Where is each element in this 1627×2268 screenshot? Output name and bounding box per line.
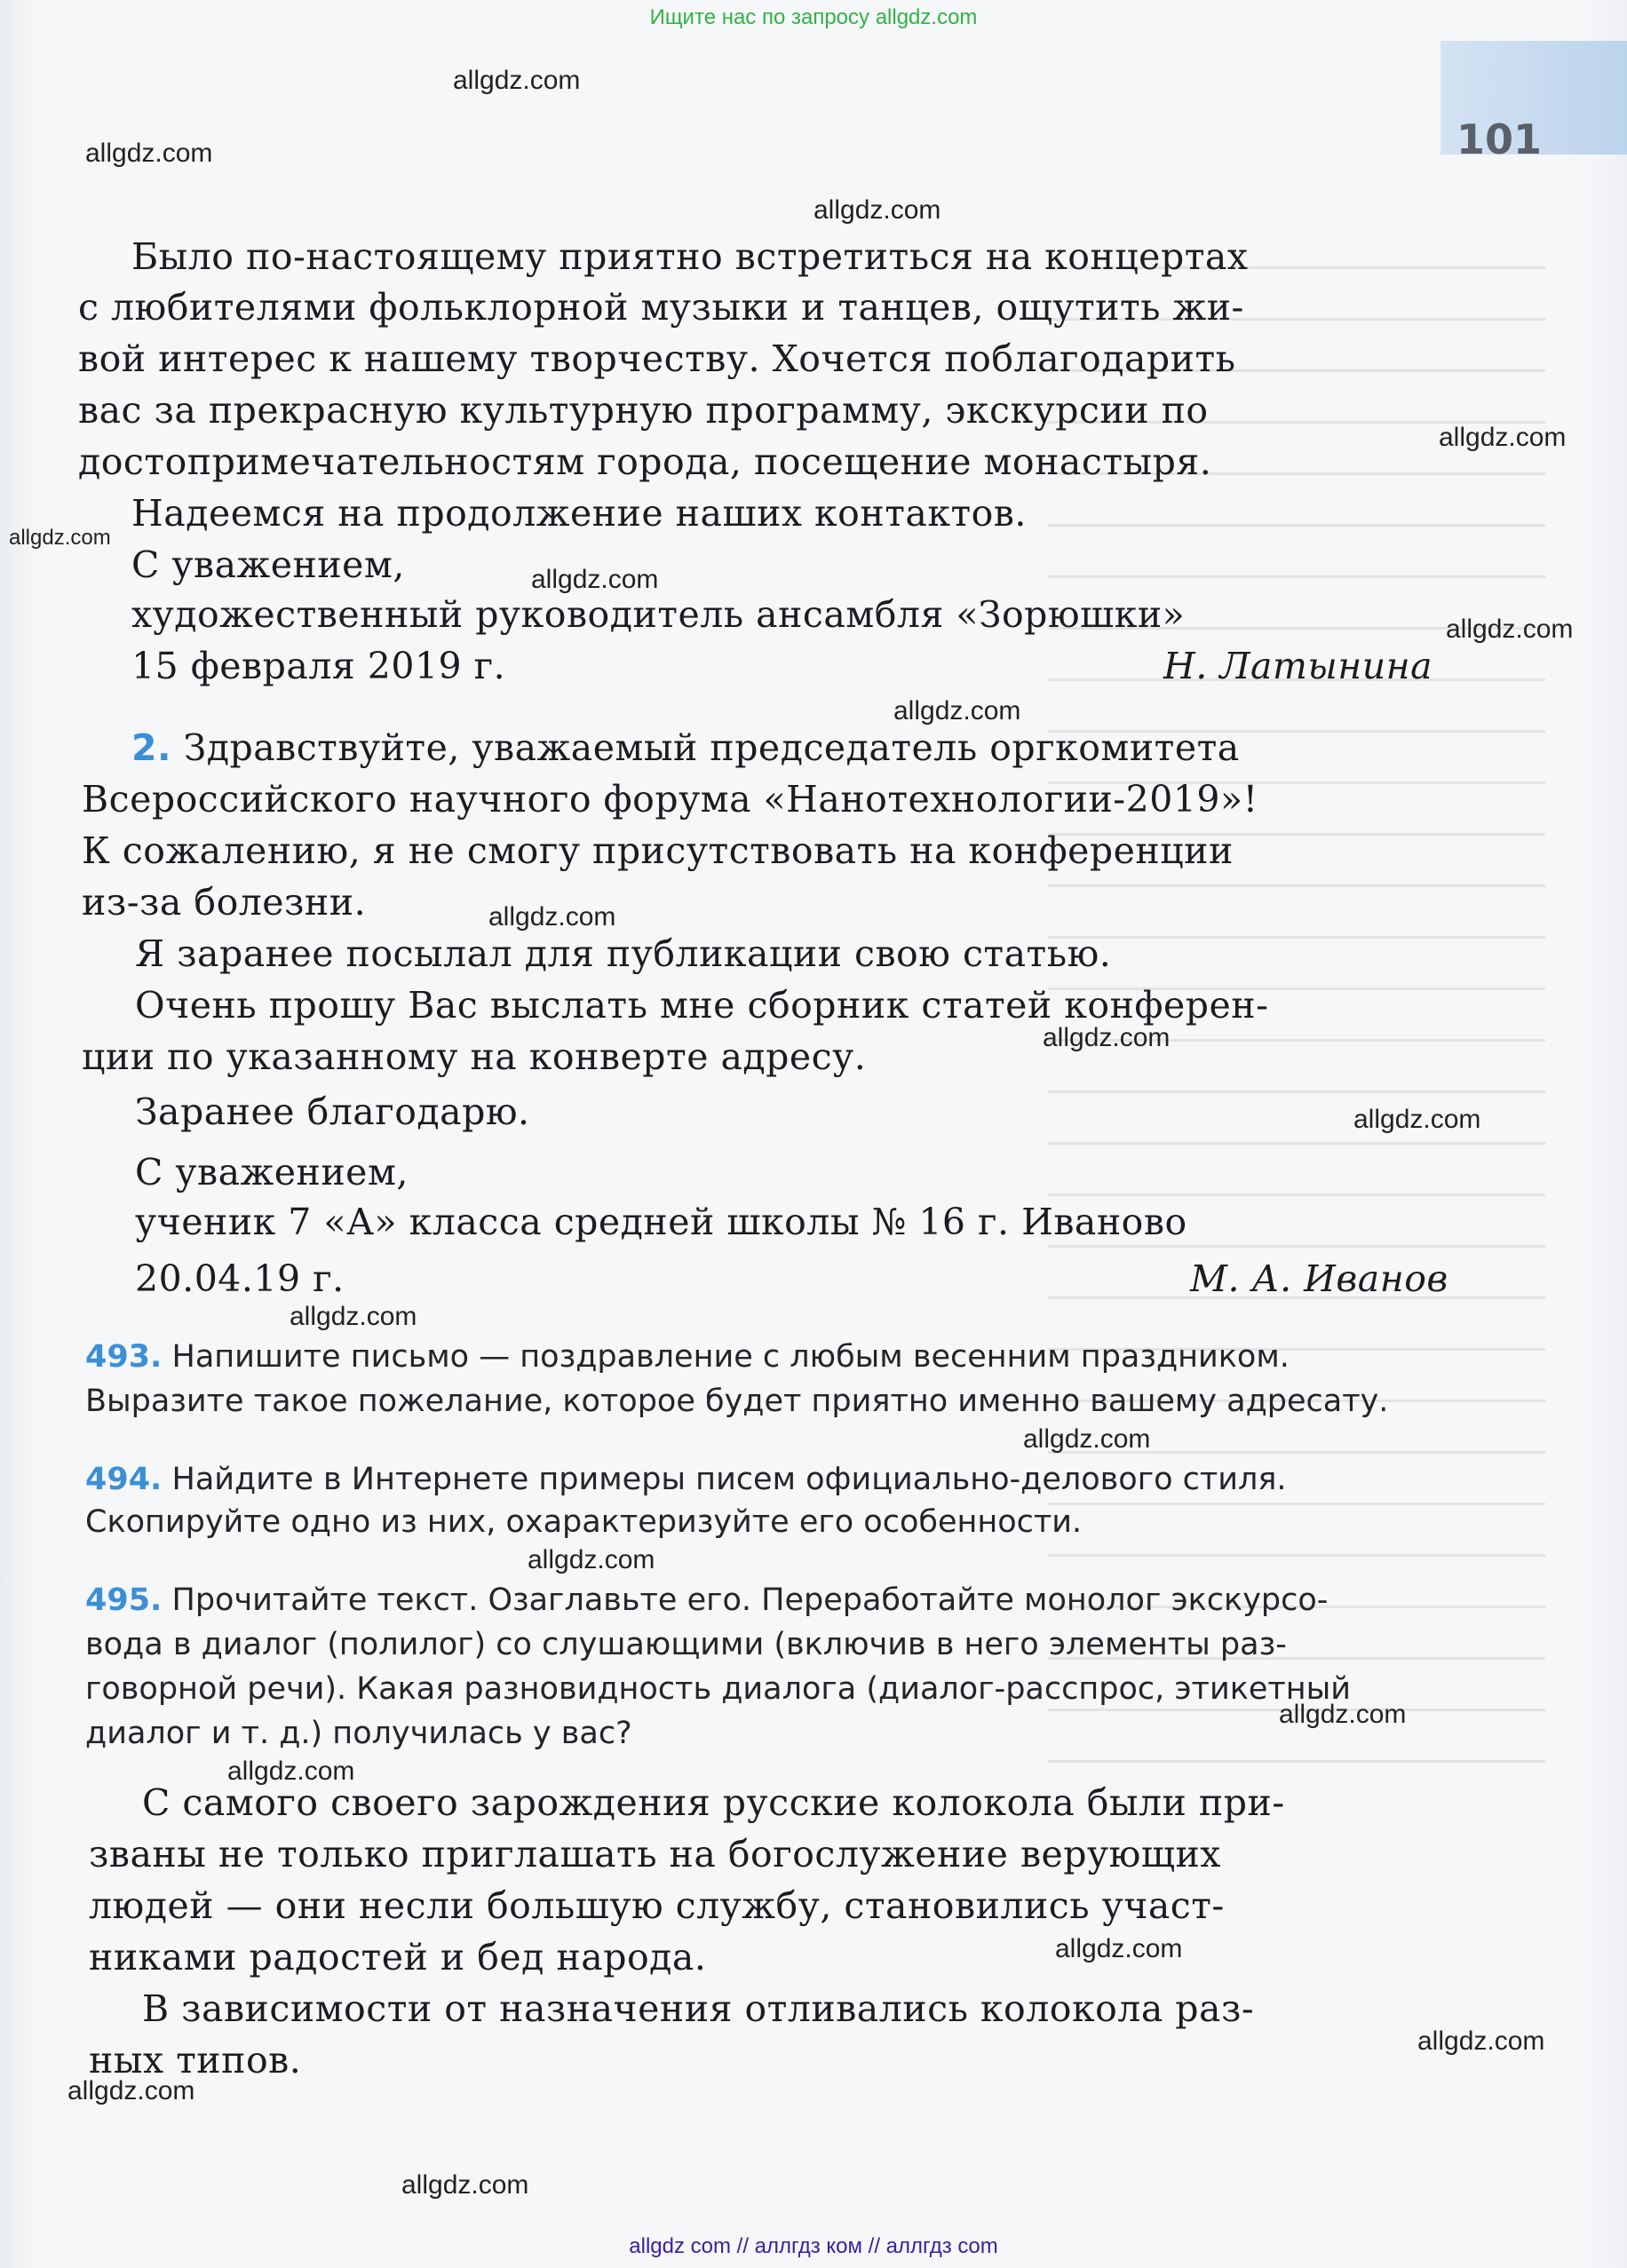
- exercise-number: 493.: [85, 1339, 163, 1375]
- watermark: allgdz.com: [814, 195, 941, 225]
- letter2-line: Очень прошу Вас выслать мне сборник статей конферен-: [135, 984, 1269, 1027]
- watermark: allgdz.com: [1439, 423, 1567, 452]
- page-number: 101: [1456, 115, 1543, 163]
- exercise-number: 495.: [85, 1582, 163, 1618]
- text-line: людей — они несли большую службу, становились участ-: [89, 1884, 1225, 1927]
- text-line: В зависимости от назначения отливались колокола раз-: [142, 1987, 1255, 2030]
- text-line: С самого своего зарождения русские колокола были при-: [142, 1781, 1285, 1824]
- watermark: allgdz.com: [528, 1545, 655, 1574]
- letter2-line: ции по указанному на конверте адресу.: [82, 1035, 867, 1078]
- letter2-line: Я заранее посылал для публикации свою статью.: [135, 932, 1112, 975]
- letter2-date: 20.04.19 г.: [135, 1257, 345, 1300]
- letter1-line: художественный руководитель ансамбля «Зорюшки»: [131, 593, 1186, 636]
- letter2-number: 2.: [131, 726, 172, 769]
- letter2-first-line: [131, 726, 1240, 769]
- watermark: allgdz.com: [67, 2076, 195, 2105]
- letter2-line: Заранее благодарю.: [135, 1090, 530, 1133]
- letter2-line: Здравствуйте, уважаемый председатель оргкомитета: [183, 726, 1240, 769]
- letter1-line: Надеемся на продолжение наших контактов.: [131, 492, 1027, 535]
- text-line: ных типов.: [89, 2039, 302, 2082]
- letter1-line: Было по-настоящему приятно встретиться на концертах: [131, 235, 1249, 278]
- watermark: allgdz.com: [1023, 1424, 1151, 1454]
- watermark: allgdz.com: [85, 139, 213, 168]
- watermark: allgdz.com: [401, 2170, 529, 2200]
- exercise-494-line: Скопируйте одно из них, охарактеризуйте его особенности.: [85, 1504, 1083, 1540]
- exercise-495-line: диалог и т. д.) получилась у вас?: [85, 1716, 632, 1751]
- watermark: allgdz.com: [893, 696, 1021, 726]
- watermark: allgdz.com: [531, 565, 659, 594]
- text-line: никами радостей и бед народа.: [89, 1936, 707, 1979]
- letter1-date: 15 февраля 2019 г.: [131, 645, 506, 687]
- letter2-line: Всероссийского научного форума «Нанотехнологии-2019»!: [82, 778, 1258, 821]
- watermark: allgdz.com: [227, 1757, 355, 1786]
- watermark: allgdz.com: [1417, 2026, 1545, 2056]
- letter2-line: К сожалению, я не смогу присутствовать на конференции: [82, 829, 1234, 872]
- watermark: allgdz.com: [488, 902, 616, 932]
- top-banner-link[interactable]: Ищите нас по запросу allgdz.com: [649, 5, 978, 29]
- exercise-493-line: Выразите такое пожелание, которое будет приятно именно вашему адресату.: [85, 1384, 1389, 1419]
- watermark: allgdz.com: [1353, 1105, 1481, 1134]
- exercise-493-line: [85, 1339, 1290, 1375]
- watermark: allgdz.com: [290, 1302, 417, 1331]
- footer-links[interactable]: allgdz com // аллгдз ком // аллгдз com: [629, 2234, 998, 2258]
- exercise-text: Прочитайте текст. Озаглавьте его. Переработайте монолог экскурсо-: [171, 1582, 1329, 1618]
- watermark: allgdz.com: [1446, 615, 1574, 644]
- text-line: званы не только приглашать на богослужение верующих: [89, 1833, 1221, 1875]
- watermark: allgdz.com: [1043, 1023, 1171, 1052]
- watermark: allgdz.com: [9, 526, 111, 550]
- letter1-line: вас за прекрасную культурную программу, экскурсии по: [78, 389, 1209, 432]
- letter1-line: вой интерес к нашему творчеству. Хочется поблагодарить: [78, 337, 1236, 380]
- exercise-text: Найдите в Интернете примеры писем официально-делового стиля.: [171, 1462, 1287, 1497]
- letter2-line: С уважением,: [135, 1151, 409, 1193]
- letter2-line: из-за болезни.: [82, 881, 367, 924]
- watermark: allgdz.com: [1055, 1934, 1183, 1963]
- exercise-number: 494.: [85, 1462, 163, 1497]
- letter1-line: с любителями фольклорной музыки и танцев, ощутить жи-: [78, 286, 1244, 329]
- exercise-495-line: говорной речи). Какая разновидность диалога (диалог-расспрос, этикетный: [85, 1671, 1352, 1707]
- exercise-495-line: вода в диалог (полилог) со слушающими (включив в него элементы раз-: [85, 1627, 1287, 1662]
- exercise-text: Напишите письмо — поздравление с любым весенним праздником.: [171, 1339, 1290, 1375]
- letter1-line: С уважением,: [131, 543, 405, 586]
- letter2-signature: М. А. Иванов: [1190, 1257, 1448, 1300]
- letter2-line: ученик 7 «А» класса средней школы № 16 г. Иваново: [135, 1201, 1187, 1243]
- exercise-495-line: [85, 1582, 1328, 1618]
- watermark: allgdz.com: [1279, 1700, 1407, 1729]
- watermark: allgdz.com: [453, 66, 581, 95]
- letter1-signature: Н. Латынина: [1163, 645, 1433, 687]
- exercise-494-line: [85, 1462, 1287, 1497]
- letter1-line: достопримечательностям города, посещение монастыря.: [78, 440, 1212, 483]
